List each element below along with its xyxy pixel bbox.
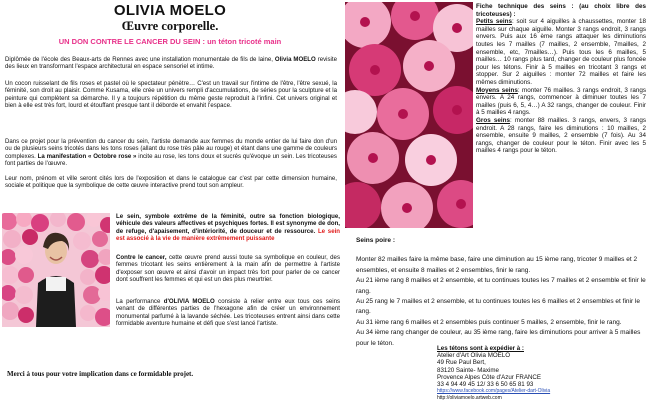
shipping-address	[437, 345, 647, 403]
artist-name: OLIVIA MOELO	[113, 2, 227, 19]
intro-paragraph-4: Leur nom, prénom et ville seront cités lors de l'exposition et dans le catalogue car c'est par cette dimension humaine, sociale et politique que la symbolique de cette œuvre interactive prend tout son ampleur.	[5, 175, 337, 190]
moyens-seins: Moyens seins: monter 76 mailles. 3 rangs endroit, 3 rangs envers. A 24 rangs, commencer à diminuer toutes les 7 mailles (puis 6, 5, 4…) A 32 rangs, changer de couleur. Finir à 5 mailles 4 rangs.	[476, 86, 647, 117]
work-title: Œuvre corporelle.	[121, 19, 219, 33]
artist-photo-image	[2, 213, 110, 327]
performance-paragraph: La performance d'OLIVIA MOELO consiste à relier entre eux tous ces seins venant de différentes parties de l'hexagone afin de créer un environnement monumental parfumé à la lavande séchée. Les tricoteuses entrent ainsi dans cette formidable aventure humaine et défi que s'est lancé l'artiste.	[116, 298, 341, 327]
address-line: 33 4 94 49 45 12/ 33 6 50 65 81 93	[437, 381, 534, 389]
fiche-technique	[476, 3, 646, 155]
intro-paragraph-1: Diplômée de l'école des Beaux-arts de Rennes avec une installation monumentale de fils de laine, Olivia MOELO revisite des lieux en transformant l'espace architectural en espace sensoriel et intime.	[5, 56, 337, 71]
seins-poire	[356, 236, 646, 349]
breast-symbol-paragraph: Le sein, symbole extrême de la féminité, outre sa fonction biologique, véhicule des valeurs affectives et psychiques fortes. Il est synonyme de don, de refuge, d'apaisement, d'intériorité, de douceur et de ressource. Le sein est associé à la vie de manière extrêmement puissante	[116, 213, 340, 242]
address-line: Provence Alpes Côte d'Azur FRANCE	[437, 373, 542, 381]
website-link[interactable]: http://oliviamoelo.artweb.com	[437, 395, 502, 402]
address-heading: Les tétons sont à expédier à :	[437, 345, 524, 352]
facebook-link[interactable]: https://www.facebook.com/pages/Atelier-dart-Olivia	[437, 388, 551, 395]
knitted-breasts-photo	[345, 2, 473, 228]
petits-seins: Petits seins: soit sur 4 aiguilles à chaussettes, monter 18 mailles sur chaque aiguille. Monter 3 rangs endroit, 3 rangs envers. Puis aux 16 ème rangs attaquer les diminutions toutes les 7 mailles (7 mailles, 2 ensemble, 7mailles, 2 ensemble, etc, 7mailles…). Puis tous les 6 mailles, 5 mailles… 10 rangs plus tard, changer de couleur plus foncée pour les tétons. Finir à 5 mailles en tricotant 3 rangs et stopper. Sur 2 aiguilles : monter 72 mailles et faire les mêmes diminutions.	[476, 18, 646, 86]
thanks-note: Merci à tous pour votre implication dans ce formidable projet.	[7, 370, 194, 378]
poire-line: Au 25 rang le 7 mailles et 2 ensemble, et tu continues toutes les 6 mailles et 2 ensembles et finir le rang.	[356, 298, 640, 316]
poire-line: Au 21 ième rang 8 mailles et 2 ensemble, et tu continues toutes les 7 mailles et 2 ensemble et finir le rang.	[356, 277, 646, 295]
intro-paragraph-2: Un cocon ruisselant de fils roses et pastel où le spectateur pénètre… C'est un travail sur l'intime de l'être, l'être sexué, la féminité, son droit au plaisir. Comme Kusama, elle crée un univers rempli d'accumulations, de séries pour la sculpture et la peinture qui complètent sa démarche. Il y a toujours répétition du même geste reproduit à l'infini. Cet univers original et bien à elle est très fort, lourd et étouffant presque tant il déborde et envahit l'espace.	[5, 80, 337, 109]
tagline: UN DON CONTRE LE CANCER DU SEIN : un téton tricoté main	[58, 37, 282, 46]
poire-heading: Seins poire :	[356, 237, 396, 244]
fiche-heading: Fiche technique des seins : (au choix libre des tricoteuses) :	[476, 3, 646, 18]
address-line: 83120 Sainte- Maxime	[437, 366, 499, 374]
knitted-breasts-image	[345, 2, 473, 228]
poire-line: Au 34 ième rang changer de couleur, au 35 ième rang, faire les diminutions pour arriver à 5 mailles pour le téton.	[356, 329, 641, 347]
poire-line: Monter 82 mailles faire la même base, faire une diminution au 15 ième rang, tricoter 9 mailles et 2 ensembles, et ensuite 8 mailles et 2 ensembles, finir le rang.	[356, 256, 638, 274]
address-line: Atelier d'Art Olivia MOELO	[437, 352, 511, 360]
artist-photo	[2, 213, 110, 327]
address-line: 49 Rue Paul Bert,	[437, 359, 486, 367]
cancer-paragraph: Contre le cancer, cette œuvre prend aussi toute sa symbolique en couleur, des femmes tricotant les seins entièrement à la main afin de permettre à l'artiste d'exposer son œuvre et ainsi d'avoir un impact très fort pour parler de ce cancer dont souffrent les femmes et qui est un des plus meurtrier.	[116, 254, 340, 283]
poire-line: Au 31 ième rang 6 mailles et 2 ensembles puis continuer 5 mailles, 2 ensemble, finir le rang.	[356, 318, 622, 326]
gros-seins: Gros seins: monter 88 mailles. 3 rangs, envers, 3 rangs endroit. A 28 rangs, faire les diminutions : 10 mailles, 2 ensemble, ensuite 9 mailles, 2 ensemble (7 fois). Au 34 rangs, changer de couleur pour le téton. Finir avec les 5 mailles 4 rangs pour le téton.	[476, 116, 646, 155]
intro-paragraph-3: Dans ce projet pour la prévention du cancer du sein, l'artiste demande aux femmes du monde entier de lui faire don d'un ou de plusieurs seins tricotés dans les tons roses (allant du rose très pâle au rouge) et étant dans une gamme de couleurs complexes. La manifestation « Octobre rose » incite au rose, les tons doux et sucrés qu'évoque un sein. Les tricoteuses font parties de l'œuvre.	[5, 138, 337, 167]
